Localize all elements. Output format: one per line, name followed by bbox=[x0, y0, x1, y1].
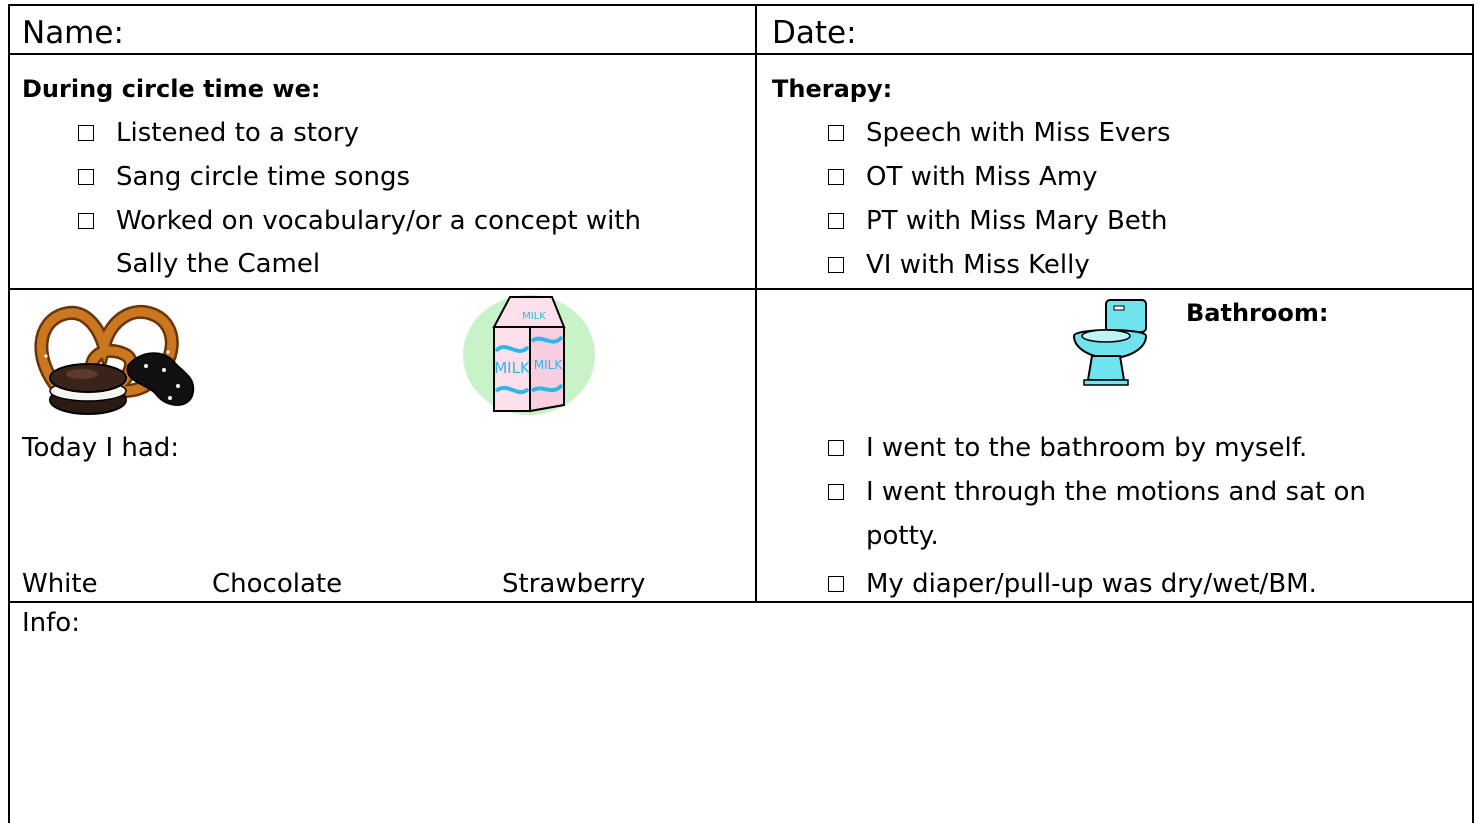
toilet-icon bbox=[1070, 296, 1152, 388]
milk-option-white: White bbox=[22, 569, 98, 599]
milk-carton-text: MILK bbox=[494, 359, 530, 377]
row-divider bbox=[10, 288, 1472, 290]
milk-option-chocolate: Chocolate bbox=[212, 569, 343, 599]
bathroom-item-motions-cont: potty. bbox=[866, 521, 939, 551]
therapy-heading: Therapy: bbox=[772, 75, 893, 103]
circle-checkbox-story[interactable] bbox=[78, 125, 94, 141]
bathroom-heading: Bathroom: bbox=[1186, 299, 1329, 327]
milk-carton-text: MILK bbox=[522, 311, 546, 322]
bathroom-checkbox-by-myself[interactable] bbox=[828, 440, 844, 456]
bathroom-item-diaper: My diaper/pull-up was dry/wet/BM. bbox=[866, 569, 1317, 599]
circle-item-vocabulary-cont: Sally the Camel bbox=[116, 249, 321, 279]
circle-item-vocabulary: Worked on vocabulary/or a concept with bbox=[116, 206, 641, 236]
name-label: Name: bbox=[22, 15, 124, 51]
bathroom-checkbox-diaper[interactable] bbox=[828, 576, 844, 592]
bathroom-checkbox-motions[interactable] bbox=[828, 484, 844, 500]
therapy-checkbox-ot[interactable] bbox=[828, 169, 844, 185]
milk-option-strawberry: Strawberry bbox=[502, 569, 646, 599]
milk-carton-text: MILK bbox=[533, 358, 563, 372]
row-divider bbox=[10, 53, 1472, 55]
circle-time-heading: During circle time we: bbox=[22, 75, 321, 103]
bathroom-item-motions: I went through the motions and sat on bbox=[866, 477, 1366, 507]
date-label: Date: bbox=[772, 15, 857, 51]
milk-carton-icon bbox=[462, 293, 596, 417]
circle-item-songs: Sang circle time songs bbox=[116, 162, 411, 192]
bathroom-item-by-myself: I went to the bathroom by myself. bbox=[866, 433, 1308, 463]
info-label: Info: bbox=[22, 608, 80, 638]
therapy-checkbox-vi[interactable] bbox=[828, 257, 844, 273]
therapy-checkbox-pt[interactable] bbox=[828, 213, 844, 229]
daily-report-form bbox=[8, 4, 1474, 823]
circle-checkbox-songs[interactable] bbox=[78, 169, 94, 185]
snack-icon bbox=[28, 300, 208, 418]
therapy-item-speech: Speech with Miss Evers bbox=[866, 118, 1171, 148]
today-i-had-label: Today I had: bbox=[22, 433, 180, 463]
row-divider bbox=[10, 601, 1472, 603]
therapy-item-vi: VI with Miss Kelly bbox=[866, 250, 1090, 280]
circle-item-story: Listened to a story bbox=[116, 118, 359, 148]
therapy-item-ot: OT with Miss Amy bbox=[866, 162, 1098, 192]
column-divider bbox=[755, 6, 757, 603]
therapy-checkbox-speech[interactable] bbox=[828, 125, 844, 141]
therapy-item-pt: PT with Miss Mary Beth bbox=[866, 206, 1168, 236]
circle-checkbox-vocabulary[interactable] bbox=[78, 213, 94, 229]
